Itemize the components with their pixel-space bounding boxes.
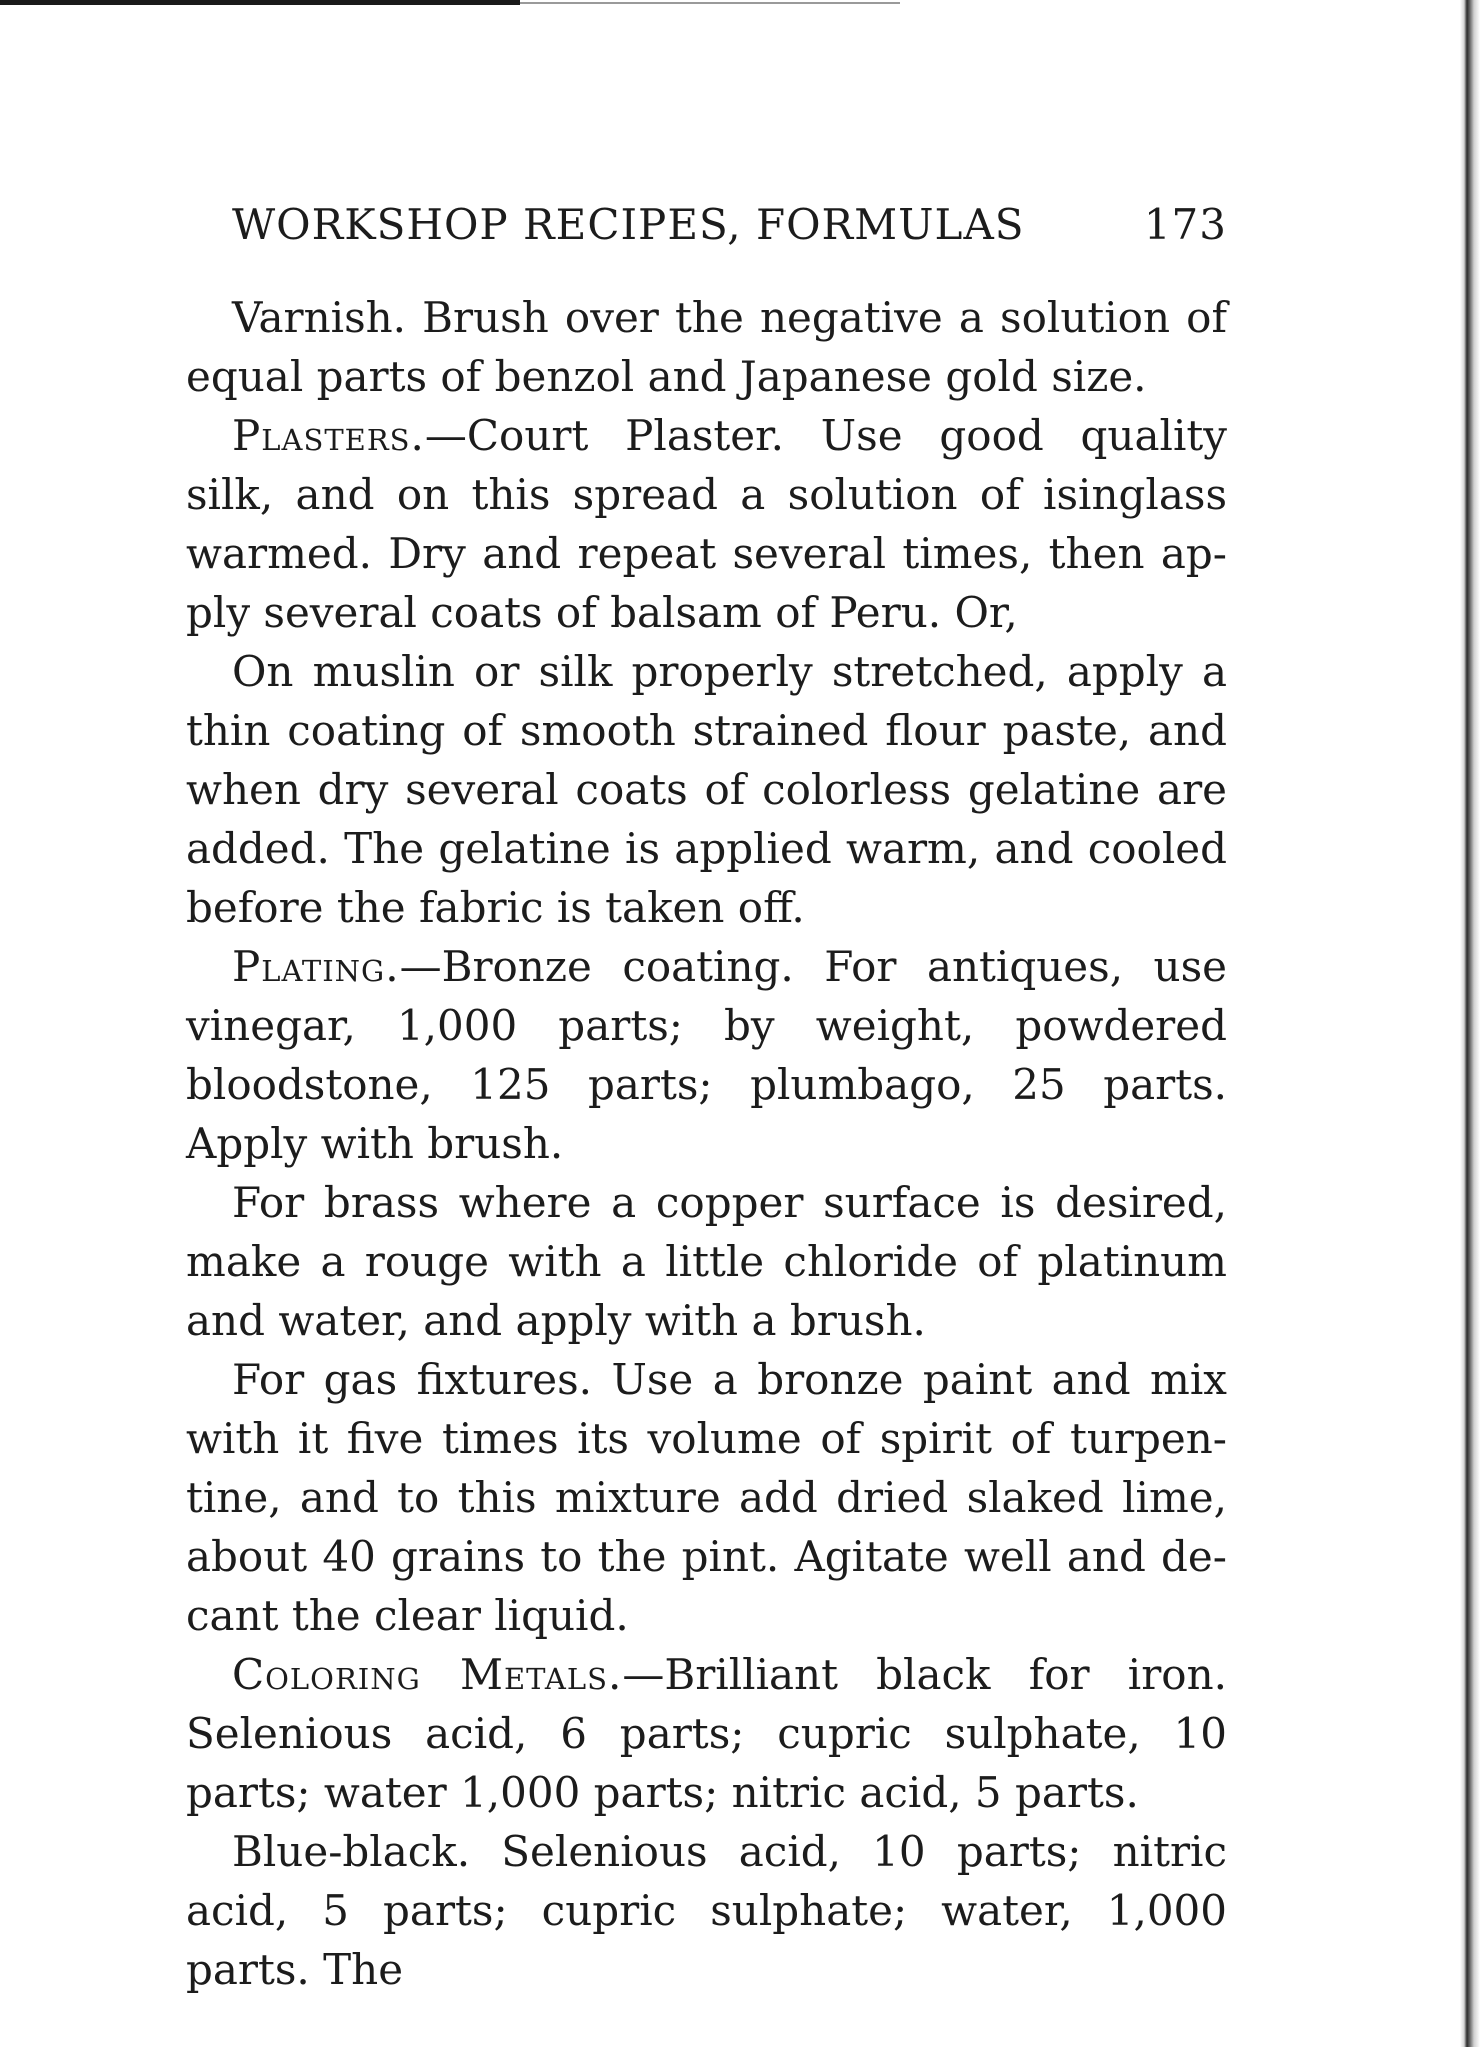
section-heading: Coloring Metals. bbox=[232, 1650, 623, 1699]
paragraph: For brass where a copper surface is desired, make a rouge with a little chloride of platinum and water, and apply with a brush. bbox=[186, 1178, 1227, 1345]
paragraph: Plasters.—Court Plaster. Use good quality silk, and on this spread a solution of isinglass warmed. Dry and repeat several times, then apply several coats of balsam of Peru. Or, bbox=[186, 411, 1227, 637]
section-heading: Plating. bbox=[232, 942, 400, 991]
section-heading: Plasters. bbox=[232, 411, 425, 460]
running-head bbox=[232, 200, 1227, 260]
paragraph: For gas fixtures. Use a bronze paint and mix with it five times its volume of spirit of turpentine, and to this mixture add dried slaked lime, about 40 grains to the pint. Agitate well and decant the clear liquid. bbox=[186, 1355, 1227, 1640]
body-text bbox=[186, 288, 1227, 1999]
top-edge-rule-faint bbox=[520, 2, 900, 4]
right-page-edge bbox=[1460, 0, 1480, 2047]
paragraph: Coloring Metals.—Brilliant black for iron. Selenious acid, 6 parts; cupric sulphate, 10 parts; water 1,000 parts; nitric acid, 5 parts. bbox=[186, 1650, 1227, 1817]
paragraph: Plating.—Bronze coating. For antiques, use vinegar, 1,000 parts; by weight, powdered bloodstone, 125 parts; plumbago, 25 parts. Apply with brush. bbox=[186, 942, 1227, 1168]
running-head-title: WORKSHOP RECIPES, FORMULAS bbox=[232, 200, 1025, 249]
top-edge-rule bbox=[0, 0, 520, 5]
paragraph: On muslin or silk properly stretched, apply a thin coating of smooth strained flour paste, and when dry several coats of colorless gelatine are added. The gelatine is applied warm, and cooled before the fabric is taken off. bbox=[186, 647, 1227, 932]
paragraph: Blue-black. Selenious acid, 10 parts; nitric acid, 5 parts; cupric sulphate; water, 1,000 parts. The bbox=[186, 1827, 1227, 1994]
page-number: 173 bbox=[1143, 200, 1227, 249]
paragraph: Varnish. Brush over the negative a solution of equal parts of benzol and Japanese gold size. bbox=[186, 293, 1227, 401]
